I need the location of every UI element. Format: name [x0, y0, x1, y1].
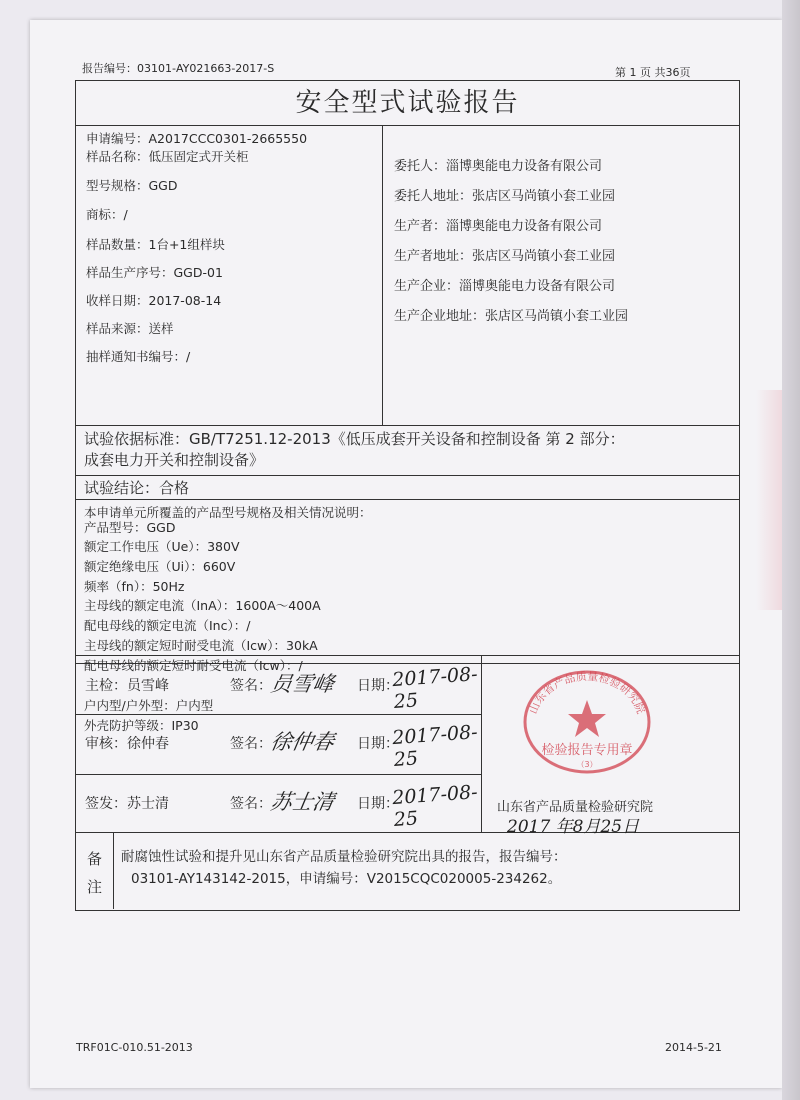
model-spec: 型号规格：GGD — [86, 178, 178, 193]
form-number: TRF01C-010.51-2013 — [76, 1041, 193, 1054]
issuer-name: 签发：苏士清 — [85, 796, 169, 812]
remarks-line2: 03101-AY143142-2015，申请编号：V2015CQC020005-234262。 — [131, 871, 562, 887]
enclosure-protection-grade: 外壳防护等级：IP30 — [84, 718, 199, 733]
sign-label: 签名： — [230, 796, 272, 812]
frequency: 频率（fn）：50Hz — [84, 579, 185, 594]
client: 委托人：淄博奥能电力设备有限公司 — [394, 159, 603, 174]
test-standard-line1: 试验依据标准：GB/T7251.12-2013《低压成套开关设备和控制设备 第 2 部分： — [84, 430, 625, 448]
inspector-signature: 员雪峰 — [268, 672, 336, 696]
sample-source: 样品来源：送样 — [86, 321, 174, 336]
sign-label: 签名： — [230, 736, 272, 752]
organization-date: 2017 年8月25日 — [507, 817, 640, 837]
official-seal-icon — [507, 662, 667, 776]
trademark: 商标：/ — [86, 207, 128, 222]
rated-operating-voltage: 额定工作电压（Ue）：380V — [84, 539, 240, 554]
signature-row-issuer — [75, 774, 481, 832]
form-date: 2014-5-21 — [665, 1041, 722, 1054]
indoor-outdoor-type: 户内型/户外型：户内型 — [84, 698, 214, 713]
sample-serial: 样品生产序号：GGD-01 — [86, 265, 223, 280]
seal-top-text: 山东省产品质量检验研究院 — [526, 669, 648, 716]
issuer-date: 2017-08-25 — [391, 781, 479, 832]
signature-block — [75, 656, 482, 832]
date-label: 日期： — [357, 678, 399, 694]
application-number: 申请编号：A2017CCC0301-2665550 — [86, 131, 308, 146]
sampling-notice-number: 抽样通知书编号：/ — [86, 349, 191, 364]
seal-code: （3） — [576, 760, 598, 769]
test-conclusion-text: 试验结论：合格 — [84, 479, 190, 497]
report-table-lower — [75, 80, 740, 911]
page-edge — [782, 0, 800, 1100]
remarks-section — [75, 832, 740, 909]
client-address: 委托人地址：张店区马尚镇小套工业园 — [394, 189, 616, 204]
issuer-signature: 苏士清 — [268, 790, 336, 814]
rated-insulation-voltage: 额定绝缘电压（Ui）：660V — [84, 559, 236, 574]
signature-section — [75, 656, 740, 837]
reviewer-signature: 徐仲春 — [268, 730, 336, 754]
remarks-line1: 耐腐蚀性试验和提升见山东省产品质量检验研究院出具的报告，报告编号： — [121, 849, 567, 865]
report-title: 安全型式试验报告 — [76, 81, 739, 126]
producer: 生产者：淄博奥能电力设备有限公司 — [394, 219, 603, 234]
signature-row-reviewer — [75, 714, 481, 775]
description-heading: 本申请单元所覆盖的产品型号规格及相关情况说明： — [84, 505, 372, 520]
seal-bottom-text: 检验报告专用章 — [541, 743, 633, 758]
date-label: 日期： — [357, 796, 399, 812]
main-busbar-short-time-current: 主母线的额定短时耐受电流（Icw）：30kA — [84, 638, 318, 653]
distribution-busbar-short-time-current: 配电母线的额定短时耐受电流（Icw）：/ — [84, 658, 303, 673]
remarks-label — [75, 832, 114, 909]
sample-quantity: 样品数量：1台+1组样块 — [86, 237, 225, 252]
organization-name: 山东省产品质量检验研究院 — [497, 800, 654, 815]
product-model: 产品型号：GGD — [84, 520, 176, 535]
distribution-busbar-rated-current: 配电母线的额定电流（Inc）：/ — [84, 618, 251, 633]
test-standard-line2: 成套电力开关和控制设备》 — [84, 451, 265, 469]
manufacturer: 生产企业：淄博奥能电力设备有限公司 — [394, 279, 616, 294]
signature-row-inspector — [75, 656, 481, 715]
main-busbar-rated-current: 主母线的额定电流（InA）：1600A～400A — [84, 598, 321, 613]
date-label: 日期： — [357, 736, 399, 752]
inspector-date: 2017-08-25 — [391, 663, 479, 714]
remarks-label-bottom: 注 — [87, 878, 103, 896]
sign-label: 签名： — [230, 678, 272, 694]
remarks-label-top: 备 — [87, 850, 103, 868]
sample-name: 样品名称：低压固定式开关柜 — [86, 149, 249, 164]
inspector-name: 主检：员雪峰 — [85, 678, 169, 694]
producer-address: 生产者地址：张店区马尚镇小套工业园 — [394, 249, 616, 264]
report-number: 报告编号：03101-AY021663-2017-S — [82, 62, 275, 75]
reviewer-name: 审核：徐仲春 — [85, 736, 169, 752]
perforation-stamp-edge — [756, 390, 782, 610]
page-info: 第 1 页 共36页 — [615, 66, 691, 79]
receive-date: 收样日期：2017-08-14 — [86, 293, 222, 308]
manufacturer-address: 生产企业地址：张店区马尚镇小套工业园 — [394, 309, 629, 324]
reviewer-date: 2017-08-25 — [391, 721, 479, 772]
